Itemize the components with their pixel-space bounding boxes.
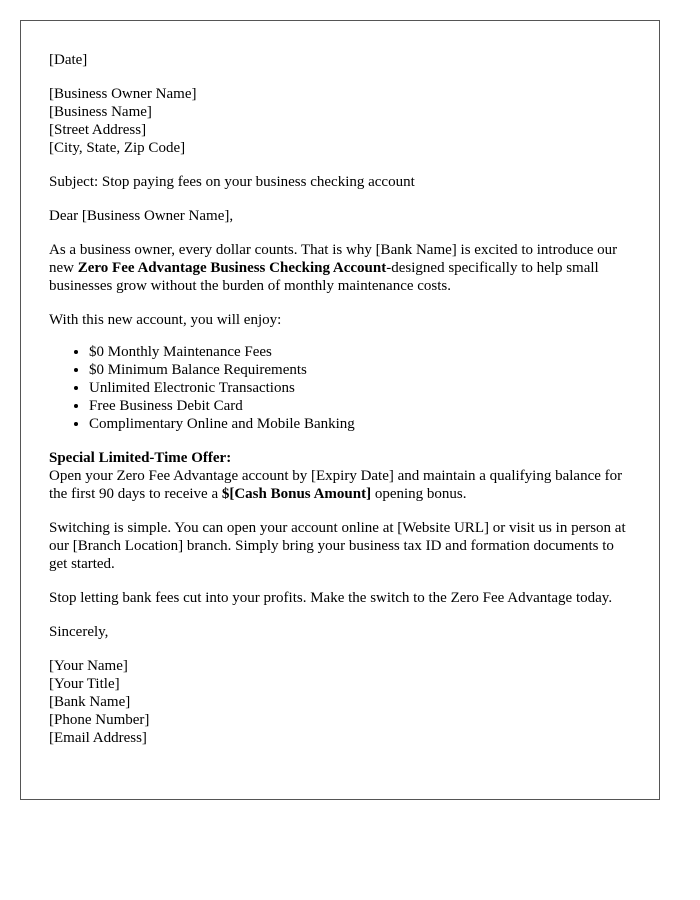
recipient-city: [City, State, Zip Code] (49, 140, 186, 156)
list-item: • Complimentary Online and Mobile Banking (89, 415, 631, 433)
offer-heading: Special Limited-Time Offer: (49, 450, 232, 466)
switching-paragraph: Switching is simple. You can open your account online at [Website URL] or visit us in person at our [Branch Location] branch. Simply bring your business tax ID and formation documents to get started. (49, 520, 626, 572)
signature-block (49, 657, 631, 747)
sender-title: [Your Title] (49, 676, 120, 692)
bonus-amount: $[Cash Bonus Amount] (221, 486, 372, 502)
offer-text-after: opening bonus. (371, 486, 467, 502)
benefits-intro: With this new account, you will enjoy: (49, 312, 282, 328)
offer-text-before: Open your Zero Fee Advantage account by [Expiry Date] and maintain a qualifying balance for the first 90 days to receive a (49, 468, 623, 502)
offer-paragraph (49, 449, 631, 503)
closing-paragraph: Stop letting bank fees cut into your profits. Make the switch to the Zero Fee Advantage today. (49, 590, 613, 606)
intro-text-before: As a business owner, every dollar counts. That is why [Bank Name] is excited to introduce our new (49, 242, 618, 276)
list-item: • $0 Minimum Balance Requirements (89, 361, 631, 379)
benefits-list (49, 343, 631, 433)
sender-email: [Email Address] (49, 730, 147, 746)
recipient-street: [Street Address] (49, 122, 147, 138)
letter-page (20, 20, 660, 800)
account-name: Zero Fee Advantage Business Checking Account (77, 260, 387, 276)
recipient-address (49, 85, 631, 157)
intro-paragraph (49, 241, 631, 295)
salutation: Dear [Business Owner Name], (49, 208, 234, 224)
intro-text-after: -designed specifically to help small businesses grow without the burden of monthly maintenance costs. (49, 260, 599, 294)
list-item: • Unlimited Electronic Transactions (89, 379, 631, 397)
sender-phone: [Phone Number] (49, 712, 150, 728)
recipient-name: [Business Owner Name] (49, 86, 197, 102)
sender-bank: [Bank Name] (49, 694, 131, 710)
recipient-business: [Business Name] (49, 104, 152, 120)
signoff: Sincerely, (49, 624, 109, 640)
list-item: • $0 Monthly Maintenance Fees (89, 343, 631, 361)
sender-name: [Your Name] (49, 658, 128, 674)
subject-line: Subject: Stop paying fees on your business checking account (49, 174, 415, 190)
letter-date: [Date] (49, 52, 88, 68)
list-item: • Free Business Debit Card (89, 397, 631, 415)
